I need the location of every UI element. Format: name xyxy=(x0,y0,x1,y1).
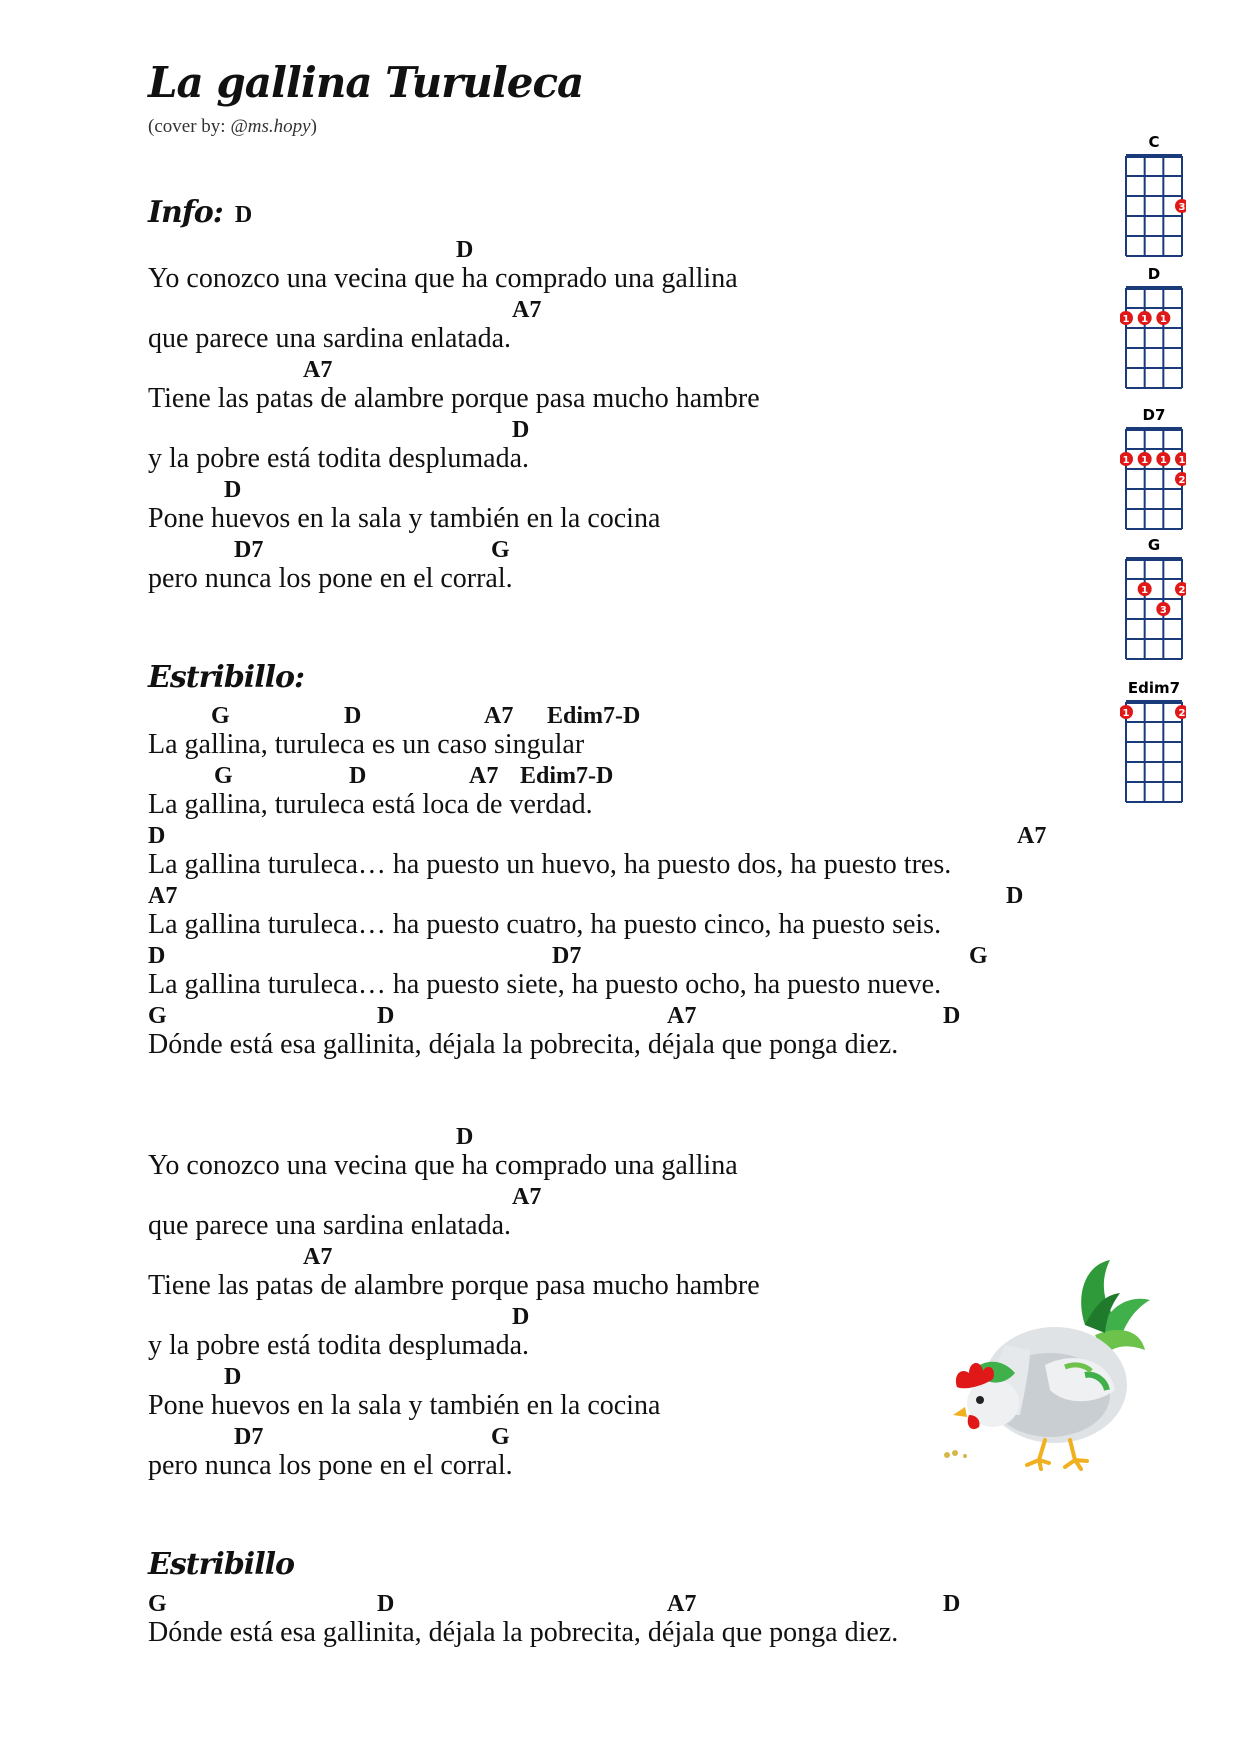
lyric-line: Tiene las patas de alambre porque pasa mucho hambre xyxy=(148,383,760,414)
chord: A7 xyxy=(484,703,514,729)
lyric-line: Pone huevos en la sala y también en la cocina xyxy=(148,503,661,534)
lyric-line: que parece una sardina enlatada. xyxy=(148,323,512,354)
chord: D xyxy=(377,1003,395,1029)
chord: D xyxy=(943,1591,961,1617)
chord: D xyxy=(344,703,362,729)
finger-number: 2 xyxy=(1178,475,1186,486)
chord: G xyxy=(211,703,230,729)
chord: D7 xyxy=(234,537,264,563)
finger-number: 1 xyxy=(1122,314,1130,325)
finger-number: 1 xyxy=(1141,455,1149,466)
chord: D xyxy=(349,763,367,789)
chord: A7 xyxy=(469,763,499,789)
chord: D xyxy=(224,477,242,503)
lyric-line: Tiene las patas de alambre porque pasa mucho hambre xyxy=(148,1270,760,1301)
chord: A7 xyxy=(667,1591,697,1617)
chord-diagram-name: G xyxy=(1147,536,1161,554)
finger-number: 1 xyxy=(1122,708,1130,719)
lyric-line: La gallina turuleca… ha puesto siete, ha puesto ocho, ha puesto nueve. xyxy=(148,969,942,1000)
finger-number: 1 xyxy=(1141,314,1149,325)
chorus-heading: Estribillo: xyxy=(148,660,305,695)
chord: D7 xyxy=(552,943,582,969)
chord-diagram-name: D xyxy=(1147,265,1161,283)
finger-number: 2 xyxy=(1178,708,1186,719)
lyric-line: y la pobre está todita desplumada. xyxy=(148,1330,529,1361)
song-title: La gallina Turuleca xyxy=(148,58,584,107)
lyric-line: que parece una sardina enlatada. xyxy=(148,1210,512,1241)
chord: G xyxy=(491,1424,510,1450)
hen-illustration xyxy=(935,1255,1165,1479)
chord: D xyxy=(943,1003,961,1029)
chorus-heading: Estribillo xyxy=(148,1547,294,1582)
finger-number: 1 xyxy=(1159,455,1167,466)
chord: D xyxy=(148,823,166,849)
lyric-line: La gallina turuleca… ha puesto cuatro, ha puesto cinco, ha puesto seis. xyxy=(148,909,942,940)
chord: Edim7-D xyxy=(547,703,641,729)
chord-diagram-g xyxy=(1120,535,1186,665)
lyric-line: Pone huevos en la sala y también en la cocina xyxy=(148,1390,661,1421)
chord: D7 xyxy=(234,1424,264,1450)
finger-number: 2 xyxy=(1178,585,1186,596)
finger-number: 1 xyxy=(1122,455,1130,466)
chord: G xyxy=(148,1591,167,1617)
chord: A7 xyxy=(303,1244,333,1270)
chord: A7 xyxy=(303,357,333,383)
lyric-line: Yo conozco una vecina que ha comprado una gallina xyxy=(148,263,738,294)
chord: D xyxy=(377,1591,395,1617)
chord: D xyxy=(512,1304,530,1330)
chord: G xyxy=(491,537,510,563)
chord: A7 xyxy=(512,1184,542,1210)
chord-diagram-d7 xyxy=(1120,405,1186,535)
chord: G xyxy=(969,943,988,969)
lyric-line: Dónde está esa gallinita, déjala la pobrecita, déjala que ponga diez. xyxy=(148,1617,899,1648)
chord: D xyxy=(512,417,530,443)
lyric-line: La gallina turuleca… ha puesto un huevo, ha puesto dos, ha puesto tres. xyxy=(148,849,952,880)
chord: A7 xyxy=(512,297,542,323)
intro-chord: D xyxy=(234,202,252,228)
lyric-line: pero nunca los pone en el corral. xyxy=(148,563,513,594)
chord-diagram-name: D7 xyxy=(1142,406,1166,424)
finger-number: 1 xyxy=(1159,314,1167,325)
chord: G xyxy=(214,763,233,789)
lyric-line: y la pobre está todita desplumada. xyxy=(148,443,529,474)
intro-heading: Info: D xyxy=(148,195,252,230)
chord-diagram-name: C xyxy=(1148,133,1160,151)
chord: D xyxy=(1006,883,1024,909)
cover-credit: (cover by: @ms.hopy) xyxy=(148,116,317,137)
chord-diagram-name: Edim7 xyxy=(1127,679,1181,697)
chord: A7 xyxy=(148,883,178,909)
chord: Edim7-D xyxy=(520,763,614,789)
lyric-line: La gallina, turuleca está loca de verdad. xyxy=(148,789,593,820)
chord: A7 xyxy=(667,1003,697,1029)
finger-number: 3 xyxy=(1178,202,1186,213)
chord: A7 xyxy=(1017,823,1047,849)
chord: D xyxy=(148,943,166,969)
credit-handle: @ms.hopy xyxy=(230,116,311,137)
lyric-line: pero nunca los pone en el corral. xyxy=(148,1450,513,1481)
finger-number: 3 xyxy=(1159,605,1167,616)
finger-number: 1 xyxy=(1141,585,1149,596)
lyric-line: Dónde está esa gallinita, déjala la pobrecita, déjala que ponga diez. xyxy=(148,1029,899,1060)
chord: G xyxy=(148,1003,167,1029)
chord: D xyxy=(224,1364,242,1390)
finger-number: 1 xyxy=(1178,455,1186,466)
chord-diagram-edim7 xyxy=(1120,678,1186,808)
lyric-line: Yo conozco una vecina que ha comprado una gallina xyxy=(148,1150,738,1181)
chord-diagram-d xyxy=(1120,264,1186,394)
chord: D xyxy=(456,237,474,263)
chord: D xyxy=(456,1124,474,1150)
chord-diagram-c xyxy=(1120,132,1186,262)
lyric-line: La gallina, turuleca es un caso singular xyxy=(148,729,585,760)
